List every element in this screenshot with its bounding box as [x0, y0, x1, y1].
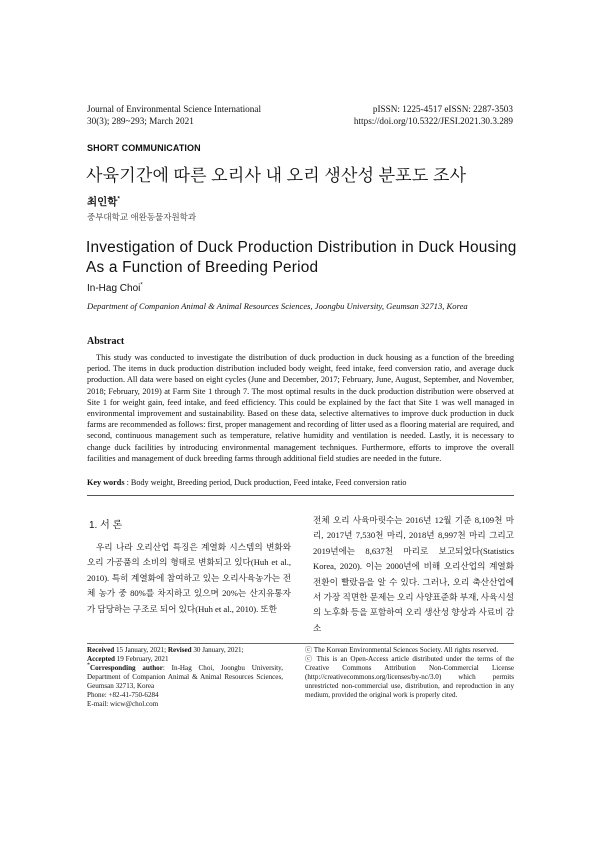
english-author	[87, 283, 143, 294]
korean-affiliation: 중부대학교 애완동물자원학과	[87, 212, 197, 222]
doi-text: https://doi.org/10.5322/JESI.2021.30.3.289	[353, 115, 513, 126]
korean-author-name: 최인학	[87, 196, 118, 208]
english-author-name: In-Hag Choi	[87, 283, 141, 294]
issn-header	[354, 104, 513, 127]
english-affiliation: Department of Companion Animal & Animal Resources Sciences, Joongbu University, Geumsan 32713, Korea	[87, 301, 468, 311]
abstract-heading: Abstract	[87, 336, 125, 347]
revised-label: Revised	[167, 646, 192, 654]
abstract-divider	[87, 495, 514, 496]
corr-mark: *	[87, 662, 90, 669]
accepted-label: Accepted	[87, 655, 115, 663]
keywords-label: Key words	[87, 478, 125, 487]
footnote-left	[87, 646, 283, 709]
intro-left-column: 우리 나라 오리산업 특징은 계열화 시스템의 변화와 오리 가공품의 소비의 형태로 변화되고 있다(Huh et al., 2010). 특히 계열화에 참여하고 있는 오리사육농가는 전체 농가 중 80%를 차지하고 있으며 20%는 산지유통자가 담당하는 구조로 되어 있다(Huh et al., 2010). 또한	[87, 542, 291, 614]
received-line	[87, 646, 283, 655]
email-line: E-mail: wicw@chol.com	[87, 700, 159, 708]
korean-title: 사육기간에 따른 오리사 내 오리 생산성 분포도 조사	[86, 166, 467, 185]
intro-right-column: 전체 오리 사육마릿수는 2016년 12월 기준 8,109천 마리, 2017년 7,530천 마리, 2018년 8,997천 마리 그리고 2019년에는 8,637천 마리로 보고되었다(Statistics Korea, 2020). 이는 2000년에 비해 오리산업의 계열화 전환이 빨랐음을 알 수 있다. 그러나, 오리 축산산업에서 가장 직면한 문제는 오리 사양표준화 부재, 사육시설의 노후화 등을 포함하여 오리 생산성 향상과 사료비 감소	[313, 515, 514, 633]
corr-label: Corresponding author	[90, 664, 163, 672]
corr-text: : In-Hag Choi, Joongbu University, Department of Companion Animal & Animal Resources Sciences, Geumsan 32713, Korea	[87, 664, 283, 690]
accepted-line	[87, 655, 283, 664]
received-label: Received	[87, 646, 115, 654]
license-text: ⓒ This is an Open-Access article distributed under the terms of the Creative Commons Attribution Non-Commercial License (http://creativecommons.org/licenses/by-nc/3.0) which permits unrestricted non-commercial use, distribution, and reproduction in any medium, provided the original work is properly cited.	[305, 655, 514, 699]
received-date: 15 January, 2021;	[114, 646, 168, 654]
article-type-label: SHORT COMMUNICATION	[87, 143, 201, 153]
journal-name: Journal of Environmental Science International	[87, 104, 261, 114]
footnote-divider	[87, 643, 514, 644]
corresponding-author	[87, 664, 283, 691]
english-author-mark: *	[140, 282, 143, 289]
footnote-right	[305, 646, 514, 700]
issn-text: pISSN: 1225-4517 eISSN: 2287-3503	[372, 104, 513, 114]
phone-line: Phone: +82-41-750-6284	[87, 691, 159, 699]
keywords	[87, 478, 514, 487]
english-title: Investigation of Duck Production Distribution in Duck Housing As a Function of Breeding Period	[86, 239, 517, 276]
journal-volume: 30(3); 289~293; March 2021	[87, 115, 194, 126]
korean-author	[87, 194, 120, 209]
intro-heading: 1. 서 론	[89, 520, 123, 531]
keywords-list: : Body weight, Breeding period, Duck production, Feed intake, Feed conversion ratio	[124, 478, 407, 487]
journal-header	[87, 104, 261, 127]
revised-date: 30 January, 2021;	[191, 646, 244, 654]
copyright-line: ⓒ The Korean Environmental Sciences Society. All rights reserved.	[305, 646, 499, 654]
korean-author-mark: *	[117, 196, 120, 203]
abstract-body: This study was conducted to investigate the distribution of duck production in duck housing as a function of the breeding period. The items in duck production distribution included body weight, feed intake, feed conversion ratio, and average duck production. All data were based on eight cycles (June and December, 2017; February, June, August, September, and November, 2018; February, 2019) at Farm Site 1 through 7. The most optimal results in the duck production distribution were observed at Site 1 for weight gain, feed intake, and feed efficiency. This could be explained by the fact that Site 1 was well managed in environmental improvement and sustainability. Based on these data, selective alternatives to improve duck production in duck farms are recommended as follows: first, proper management and recording of litter used as a flooring material are required, and second, continuous management such as temperature, relative humidity and ventilation is needed. Lastly, it is necessary to change duck facilities by introducing environmental management techniques. Furthermore, efforts to improve the overall facilities and management of duck breeding farms through additional field studies are needed in the future.	[87, 353, 514, 463]
accepted-date: 19 February, 2021	[114, 655, 169, 663]
